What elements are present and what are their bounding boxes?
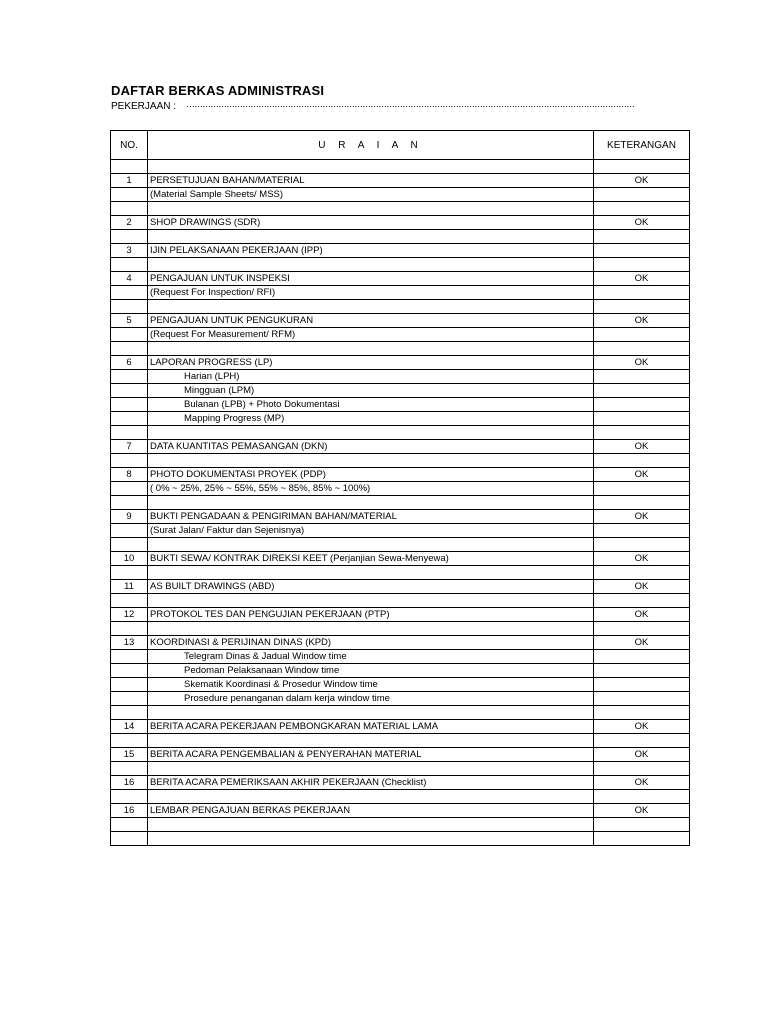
table-row: [111, 734, 690, 748]
row-keterangan: [594, 664, 690, 678]
row-keterangan: [594, 790, 690, 804]
row-no: 10: [111, 552, 148, 566]
row-keterangan: [594, 622, 690, 636]
row-no: 16: [111, 804, 148, 818]
table-row: [111, 776, 690, 790]
row-uraian: [148, 300, 594, 314]
row-keterangan: [594, 538, 690, 552]
row-uraian: PERSETUJUAN BAHAN/MATERIAL: [148, 174, 594, 188]
row-no: 15: [111, 748, 148, 762]
table-row: [111, 762, 690, 776]
row-no: [111, 454, 148, 468]
row-keterangan: OK: [594, 174, 690, 188]
row-no: [111, 664, 148, 678]
row-uraian: LAPORAN PROGRESS (LP): [148, 356, 594, 370]
row-no: [111, 342, 148, 356]
row-keterangan: OK: [594, 468, 690, 482]
row-uraian: [148, 496, 594, 510]
row-keterangan: [594, 258, 690, 272]
row-no: 8: [111, 468, 148, 482]
row-no: [111, 482, 148, 496]
row-no: [111, 370, 148, 384]
table-row: [111, 244, 690, 258]
table-row: [111, 510, 690, 524]
row-keterangan: [594, 230, 690, 244]
row-no: [111, 524, 148, 538]
berkas-table: [110, 130, 690, 846]
row-uraian: Skematik Koordinasi & Prosedur Window time: [148, 678, 594, 692]
row-uraian: [148, 566, 594, 580]
row-keterangan: [594, 454, 690, 468]
table-row: [111, 258, 690, 272]
document-title: DAFTAR BERKAS ADMINISTRASI: [111, 83, 325, 98]
table-row: [111, 398, 690, 412]
table-row: [111, 370, 690, 384]
row-keterangan: [594, 566, 690, 580]
row-keterangan: OK: [594, 440, 690, 454]
row-uraian: DATA KUANTITAS PEMASANGAN (DKN): [148, 440, 594, 454]
row-no: 1: [111, 174, 148, 188]
row-keterangan: OK: [594, 608, 690, 622]
table-row: [111, 286, 690, 300]
row-keterangan: OK: [594, 314, 690, 328]
row-keterangan: OK: [594, 580, 690, 594]
row-no: 2: [111, 216, 148, 230]
row-uraian: PENGAJUAN UNTUK PENGUKURAN: [148, 314, 594, 328]
row-keterangan: [594, 594, 690, 608]
row-uraian: [148, 426, 594, 440]
table-row: [111, 790, 690, 804]
table-row: [111, 202, 690, 216]
row-no: 4: [111, 272, 148, 286]
row-uraian: [148, 622, 594, 636]
row-no: [111, 832, 148, 846]
row-uraian: (Surat Jalan/ Faktur dan Sejenisnya): [148, 524, 594, 538]
table-row: [111, 188, 690, 202]
table-row: [111, 174, 690, 188]
row-uraian: [148, 762, 594, 776]
row-no: [111, 398, 148, 412]
table-row: [111, 720, 690, 734]
row-no: [111, 202, 148, 216]
row-no: [111, 790, 148, 804]
row-keterangan: [594, 342, 690, 356]
table-row: [111, 468, 690, 482]
row-no: [111, 678, 148, 692]
row-no: 3: [111, 244, 148, 258]
row-keterangan: [594, 762, 690, 776]
table-row: [111, 636, 690, 650]
header-uraian: U R A I A N: [148, 131, 594, 160]
row-no: 6: [111, 356, 148, 370]
row-keterangan: OK: [594, 748, 690, 762]
row-keterangan: OK: [594, 636, 690, 650]
row-uraian: SHOP DRAWINGS (SDR): [148, 216, 594, 230]
row-uraian: [148, 832, 594, 846]
row-no: [111, 566, 148, 580]
row-uraian: Pedoman Pelaksanaan Window time: [148, 664, 594, 678]
table-row: [111, 230, 690, 244]
row-keterangan: OK: [594, 272, 690, 286]
table-row: [111, 706, 690, 720]
row-uraian: BERITA ACARA PENGEMBALIAN & PENYERAHAN MATERIAL: [148, 748, 594, 762]
row-uraian: [148, 734, 594, 748]
table-row: [111, 314, 690, 328]
row-keterangan: [594, 300, 690, 314]
table-row: [111, 650, 690, 664]
row-uraian: [148, 818, 594, 832]
row-no: [111, 384, 148, 398]
row-uraian: (Request For Measurement/ RFM): [148, 328, 594, 342]
row-uraian: LEMBAR PENGAJUAN BERKAS PEKERJAAN: [148, 804, 594, 818]
row-keterangan: [594, 244, 690, 258]
row-uraian: Harian (LPH): [148, 370, 594, 384]
row-uraian: [148, 454, 594, 468]
row-uraian: AS BUILT DRAWINGS (ABD): [148, 580, 594, 594]
table-row: [111, 412, 690, 426]
row-keterangan: [594, 692, 690, 706]
row-uraian: Prosedure penanganan dalam kerja window time: [148, 692, 594, 706]
table-row: [111, 454, 690, 468]
row-no: [111, 412, 148, 426]
row-keterangan: [594, 188, 690, 202]
row-keterangan: [594, 398, 690, 412]
row-keterangan: [594, 160, 690, 174]
row-no: 16: [111, 776, 148, 790]
row-keterangan: [594, 384, 690, 398]
row-no: [111, 426, 148, 440]
table-row: [111, 692, 690, 706]
row-no: 5: [111, 314, 148, 328]
row-no: [111, 496, 148, 510]
table-row: [111, 272, 690, 286]
row-uraian: [148, 202, 594, 216]
row-keterangan: OK: [594, 804, 690, 818]
row-uraian: PENGAJUAN UNTUK INSPEKSI: [148, 272, 594, 286]
table-row: [111, 552, 690, 566]
row-uraian: BERITA ACARA PEMERIKSAAN AKHIR PEKERJAAN (Checklist): [148, 776, 594, 790]
row-no: [111, 706, 148, 720]
row-no: 9: [111, 510, 148, 524]
row-keterangan: [594, 650, 690, 664]
row-uraian: BERITA ACARA PEKERJAAN PEMBONGKARAN MATERIAL LAMA: [148, 720, 594, 734]
row-uraian: [148, 342, 594, 356]
row-uraian: [148, 790, 594, 804]
row-no: [111, 622, 148, 636]
row-uraian: Mingguan (LPM): [148, 384, 594, 398]
row-keterangan: [594, 202, 690, 216]
row-uraian: (Material Sample Sheets/ MSS): [148, 188, 594, 202]
table-row: [111, 216, 690, 230]
pekerjaan-label: PEKERJAAN :: [111, 101, 177, 112]
row-no: [111, 328, 148, 342]
row-uraian: [148, 538, 594, 552]
row-keterangan: OK: [594, 776, 690, 790]
row-uraian: BUKTI SEWA/ KONTRAK DIREKSI KEET (Perjanjian Sewa-Menyewa): [148, 552, 594, 566]
row-keterangan: [594, 524, 690, 538]
row-uraian: [148, 706, 594, 720]
table-row: [111, 594, 690, 608]
row-keterangan: [594, 328, 690, 342]
row-keterangan: OK: [594, 356, 690, 370]
row-keterangan: [594, 426, 690, 440]
table-row: [111, 440, 690, 454]
table-row: [111, 426, 690, 440]
table-row: [111, 804, 690, 818]
row-uraian: ( 0% ~ 25%, 25% ~ 55%, 55% ~ 85%, 85% ~ 100%): [148, 482, 594, 496]
row-no: [111, 286, 148, 300]
table-row: [111, 496, 690, 510]
table-row: [111, 818, 690, 832]
row-uraian: (Request For Inspection/ RFI): [148, 286, 594, 300]
table-row: [111, 356, 690, 370]
row-no: [111, 762, 148, 776]
table-row: [111, 832, 690, 846]
row-keterangan: [594, 706, 690, 720]
table-row: [111, 664, 690, 678]
table-row: [111, 538, 690, 552]
table-row: [111, 384, 690, 398]
table-row: [111, 608, 690, 622]
header-no: NO.: [111, 131, 148, 160]
row-no: 14: [111, 720, 148, 734]
table-header-row: [111, 131, 690, 160]
header-keterangan: KETERANGAN: [594, 131, 690, 160]
table-row: [111, 580, 690, 594]
row-keterangan: [594, 678, 690, 692]
row-uraian: [148, 230, 594, 244]
row-keterangan: OK: [594, 510, 690, 524]
row-no: [111, 818, 148, 832]
table-row: [111, 328, 690, 342]
row-no: [111, 538, 148, 552]
row-keterangan: [594, 818, 690, 832]
table-row: [111, 678, 690, 692]
row-uraian: [148, 258, 594, 272]
row-keterangan: [594, 370, 690, 384]
table-row: [111, 622, 690, 636]
row-no: [111, 650, 148, 664]
row-no: [111, 230, 148, 244]
row-keterangan: OK: [594, 720, 690, 734]
row-no: 13: [111, 636, 148, 650]
row-uraian: IJIN PELAKSANAAN PEKERJAAN (IPP): [148, 244, 594, 258]
row-uraian: BUKTI PENGADAAN & PENGIRIMAN BAHAN/MATERIAL: [148, 510, 594, 524]
row-uraian: Telegram Dinas & Jadual Window time: [148, 650, 594, 664]
table-row: [111, 748, 690, 762]
row-no: [111, 300, 148, 314]
row-keterangan: OK: [594, 552, 690, 566]
row-uraian: Bulanan (LPB) + Photo Dokumentasi: [148, 398, 594, 412]
row-uraian: [148, 594, 594, 608]
row-no: 11: [111, 580, 148, 594]
row-no: [111, 188, 148, 202]
table-row: [111, 482, 690, 496]
row-no: [111, 734, 148, 748]
row-no: [111, 160, 148, 174]
pekerjaan-value: ……………………………………………………………………………………………………………………………………………………: [186, 99, 634, 109]
row-no: [111, 692, 148, 706]
row-keterangan: [594, 412, 690, 426]
row-keterangan: [594, 832, 690, 846]
table-row: [111, 300, 690, 314]
row-uraian: PHOTO DOKUMENTASI PROYEK (PDP): [148, 468, 594, 482]
row-keterangan: [594, 734, 690, 748]
row-no: [111, 594, 148, 608]
row-keterangan: OK: [594, 216, 690, 230]
table-row: [111, 524, 690, 538]
row-uraian: Mapping Progress (MP): [148, 412, 594, 426]
row-uraian: [148, 160, 594, 174]
row-no: [111, 258, 148, 272]
row-keterangan: [594, 482, 690, 496]
table-row: [111, 342, 690, 356]
row-keterangan: [594, 496, 690, 510]
row-uraian: PROTOKOL TES DAN PENGUJIAN PEKERJAAN (PTP): [148, 608, 594, 622]
table-row: [111, 566, 690, 580]
row-no: 7: [111, 440, 148, 454]
row-no: 12: [111, 608, 148, 622]
table-row: [111, 160, 690, 174]
row-uraian: KOORDINASI & PERIJINAN DINAS (KPD): [148, 636, 594, 650]
row-keterangan: [594, 286, 690, 300]
